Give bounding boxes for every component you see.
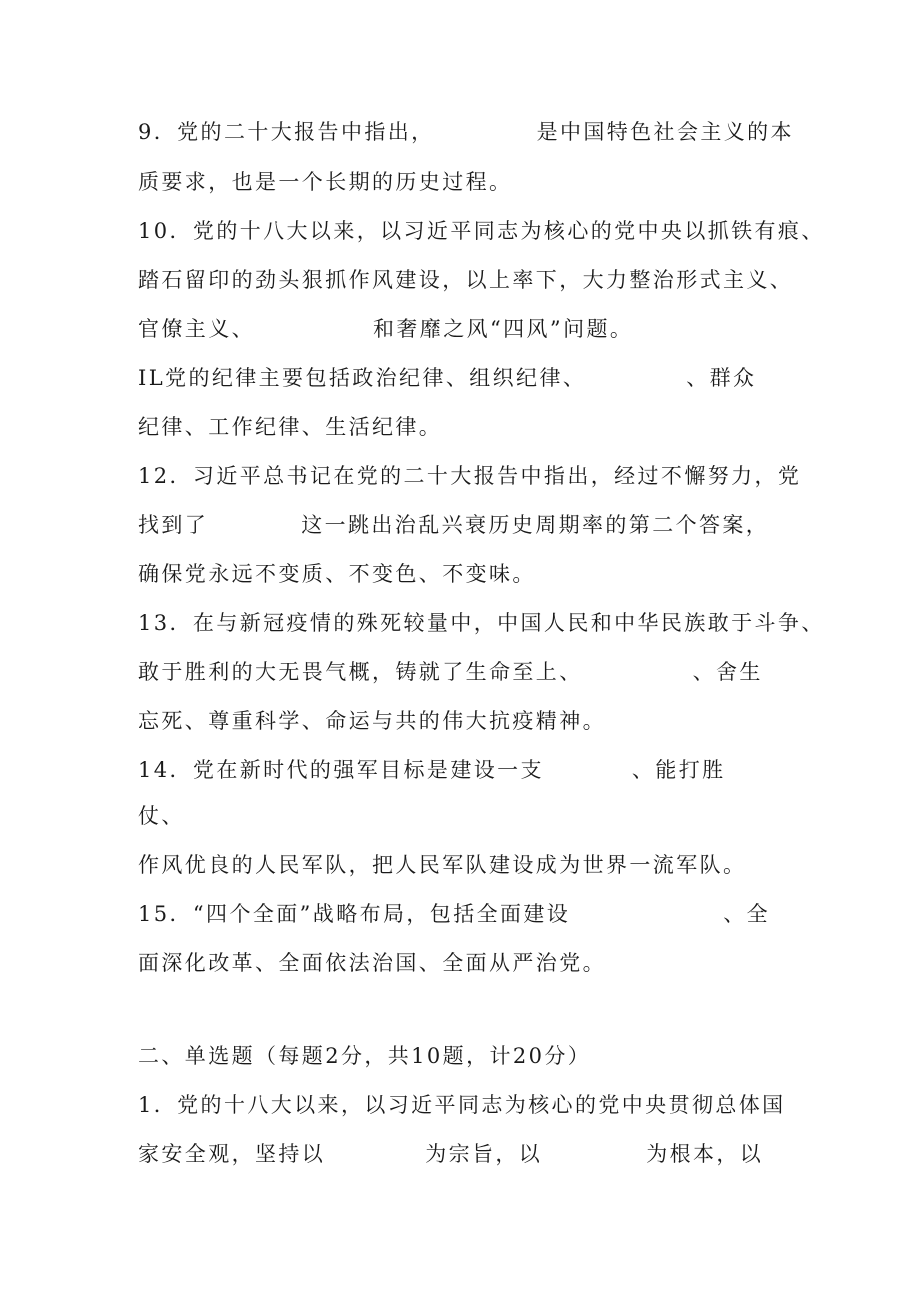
q15-text-after-blank: 、全 xyxy=(723,902,771,926)
q11-line-2: 纪律、工作纪律、生活纪律。 xyxy=(138,415,443,439)
q12-text-after-blank: 这一跳出治乱兴衰历史周期率的第二个答案， xyxy=(301,513,770,537)
q12-line-3: 确保党永远不变质、不变色、不变味。 xyxy=(138,562,536,586)
q14-line-1 xyxy=(138,756,726,784)
q9-line-1 xyxy=(138,118,794,146)
q14-line-3: 作风优良的人民军队，把人民军队建设成为世界一流军队。 xyxy=(138,853,747,877)
q10-line-1: 10．党的十八大以来，以习近平同志为核心的党中央以抓铁有痕、 xyxy=(138,219,825,243)
q9-text-after-blank: 是中国特色社会主义的本 xyxy=(536,120,794,144)
q15-line-1 xyxy=(138,900,770,928)
q9-line-2: 质要求，也是一个长期的历史过程。 xyxy=(138,170,513,194)
q13-line-1: 13．在与新冠疫情的殊死较量中，中国人民和中华民族敢于斗争、 xyxy=(138,611,825,635)
q10-text-after-blank: 和奢靡之风“四风”问题。 xyxy=(373,317,634,341)
s2-q1-text-1: 家安全观，坚持以 xyxy=(138,1142,326,1166)
q11-text-after-blank: 、群众 xyxy=(686,366,757,390)
q12-line-1: 12．习近平总书记在党的二十大报告中指出，经过不懈努力，党 xyxy=(138,464,802,488)
q13-text-before-blank: 敢于胜利的大无畏气概，铸就了生命至上、 xyxy=(138,660,583,684)
q15-line-2: 面深化改革、全面依法治国、全面从严治党。 xyxy=(138,951,606,975)
section-heading: 二、单选题（每题2分，共10题，计20分） xyxy=(138,1044,592,1068)
q9-text-before-blank: 9．党的二十大报告中指出， xyxy=(138,120,435,144)
q11-line-1 xyxy=(138,364,756,392)
s2-q1-line-1: 1．党的十八大以来，以习近平同志为核心的党中央贯彻总体国 xyxy=(138,1093,786,1117)
q12-line-2 xyxy=(138,511,769,539)
q13-text-after-blank: 、舍生 xyxy=(692,660,763,684)
q10-text-before-blank: 官僚主义、 xyxy=(138,317,255,341)
s2-q1-line-2 xyxy=(138,1140,763,1168)
q14-text-after-blank: 、能打胜 xyxy=(631,758,726,782)
q14-text-before-blank: 14．党在新时代的强军目标是建设一支 xyxy=(138,758,544,782)
q12-text-before-blank: 找到了 xyxy=(138,513,209,537)
q10-line-2: 踏石留印的劲头狠抓作风建设，以上率下，大力整治形式主义、 xyxy=(138,268,794,292)
q14-line-2: 仗、 xyxy=(138,804,185,828)
s2-q1-text-3: 为根本，以 xyxy=(646,1142,764,1166)
q10-line-3 xyxy=(138,315,633,343)
q11-text-before-blank: IL党的纪律主要包括政治纪律、组织纪律、 xyxy=(138,366,587,390)
q13-line-2 xyxy=(138,658,763,686)
q15-text-before-blank: 15．“四个全面”战略布局，包括全面建设 xyxy=(138,902,571,926)
q13-line-3: 忘死、尊重科学、命运与共的伟大抗疫精神。 xyxy=(138,709,606,733)
s2-q1-text-2: 为宗旨，以 xyxy=(425,1142,543,1166)
